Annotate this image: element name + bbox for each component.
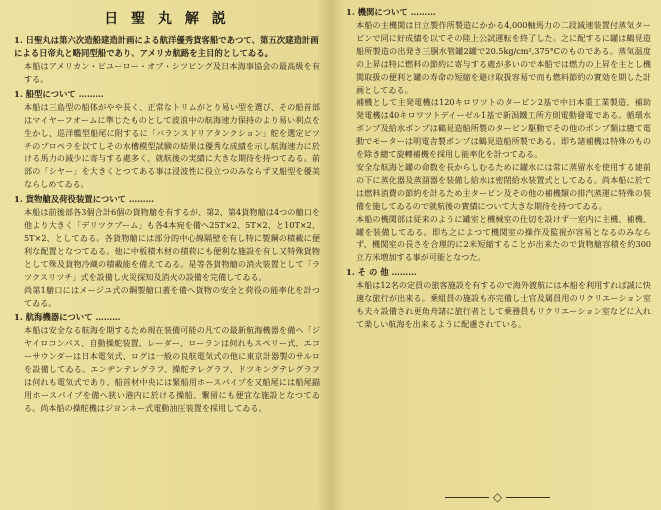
right-page bbox=[334, 0, 661, 510]
section-paragraph: 尚第1艙口にはメージユ式の鋼製艙口蓋を備へ貨物の安全と荷役の能率化を計つてゐる。 bbox=[24, 284, 320, 308]
section-paragraph: 本船は安全なる航海を期するため現在装備可能の凡ての最新航海機器を備へ「ジヤイロコンパス、自動操舵装置、レーダー、ローランは何れもスペリー式、エコーサウンダーは日本電気式、ログは一般の良航電気式の他に東京計器製のサルロを設備してゐる。エンヂンテレグラフ、操舵テレグラフ、ドツキングテレグラフは何れも電気式であり、船首材中央には緊船用ホースパイプを又船尾には船尾錨用ホースパイプを備へ狭い港内に於ける操船、繋留にも便宜な施設となつてゐる。尚本船の操舵機はジヨンネー式電動油圧装置を採用してゐる。 bbox=[24, 325, 320, 413]
section-heading: 1. 日聖丸は第六次造船建造計画による航洋優秀貨客船であつて、第五次建造計画による日帝丸と略同型船であり、アメリカ航路を主目的としてゐる。 bbox=[14, 35, 319, 58]
section-cargo bbox=[14, 193, 320, 309]
section-overview bbox=[14, 34, 320, 86]
ornament-line bbox=[445, 497, 489, 498]
section-engine bbox=[346, 6, 651, 264]
diamond-icon: ◇ bbox=[492, 490, 503, 504]
ornament-line bbox=[506, 497, 550, 498]
section-paragraph: 本船は前後部各3個合計6個の貨物艙を有するが、第2、第4貨物艙は4つの艙口を他より大きく「デリツクブーム」も各4本宛を備へ25T×2、5T×2、と10T×2、5T×2、としてゐる。各貨物艙には部分的中心線隔壁を有し特に製鋼の積載に便利な配置となつてゐる。他に中板積木材の積荷にも便利な施設を有し又特殊貨物として殊及貨物冷蔵の積載能を備えてゐる。是等各貨物艙の消火装置として「ラツクスリツチ」式を設備し火災探知及消火の設備を完備してゐる。 bbox=[24, 207, 320, 282]
left-page bbox=[0, 0, 328, 510]
page-title: 日 聖 丸 解 説 bbox=[104, 11, 230, 27]
section-paragraph: 安全な航海と罐の命数を長からしむるために罐水には常に蒸留水を使用する建前の下に蒸化器及蒸溜器を装備し給水は密閉給水装置式としてゐる。尚本船に於ては燃料消費の節約を計るため主タービン及その他の補機類の排汽蒸運に特殊の装備を施してゐるので就航後の實績について大きな期待を持つてゐる。 bbox=[356, 161, 651, 211]
section-paragraph: 本船の主機関は日立製作所製造にかかる4,000軸馬力の二段減速装置付蒸気タービンで同に好成績を以てその陸上公試運転を終了した。之に配するに罐は鶴見造船所製造の出発き三胴水管罐2罐で20.5kg/cm²,375°Cのものである。蒸気温度の上昇は特に燃料の節約に寄与する處が多いので本船では燃力の上昇を主とし機関取扱の便利と罐の寿命の短縮を避け取扱容易で而も燃料節約の實効を期した計画としてゐる。 bbox=[356, 20, 651, 95]
section-heading: 1. そ の 他 ……… bbox=[346, 267, 417, 278]
section-paragraph: 本船はアメリカン・ビユーロー・オブ・シツピング及日本海事協会の最高級を有する。 bbox=[24, 61, 320, 84]
section-heading: 1. 貨物艙及荷役装置について ……… bbox=[14, 194, 155, 205]
section-hull bbox=[14, 88, 320, 191]
section-paragraph: 補機として主発電機は120キロワツトのタービン2基で中日本重工業製造、補助発電機は40キロワツトデイーゼル1基で新潟鐵工所方則電動發電である。循環水ポンプ及給水ポンプは鶴見造船所製のタービン駆動でその他のポンプ類は總て電動でモーターは明電舎製ポンプは鶴見造船所製である。即ち諸補機は特殊のものを除き總て旋轉補機を採用し能率化を計つてゐる。 bbox=[356, 97, 651, 160]
section-other bbox=[346, 266, 651, 331]
section-paragraph: 本船は三島型の船体がやや長く、正常なトリムがとり易い型を選び、その船首部はマイヤーフオームに準じたものとして波浪中の航海速力保持のより易い利点を生かし、巡洋艦型船尾に附するに「バランスドリアタンクション」舵を選定ピツチのプロペラを以てしその水槽模型試験の結果は優秀な成績を示し航海速力に於ける馬力の減少に寄与する處多く、就航後の実績に大きな期待を持つてゐる。前部の「シヤー」を大きくとつてある事は浸波性に役立つのみならず又船型を優美ならしめてゐる。 bbox=[24, 101, 320, 190]
section-heading: 1. 船型について ……… bbox=[14, 88, 104, 99]
section-paragraph: 本船は12名の定員の旅客施設を有するので海外渡航には本船を利用すれば誠に快適な旅行が出来る。乗組員の施設も亦完備し士官及属員用のリクリエーション室も夫々設備され更角舟諸に旅行者として乗務員もリクリエーション室などに入れて楽しい航海を出来るように配慮されている。 bbox=[356, 280, 651, 329]
section-heading: 1. 機関について ……… bbox=[346, 7, 436, 17]
footer-ornament bbox=[334, 490, 661, 505]
section-heading: 1. 航海機器について ……… bbox=[14, 312, 121, 323]
section-paragraph: 本船の機関部は従来のように罐室と機械室の仕切を設けず一室内に主機、補機、罐を装備してゐる。即ち之によつて機関室の操作及監視が容易となるのみならず、機関室の長さを合理的に2米短縮することが出来たので貨物艙容積を約300立方米増加する事が可能となつた。 bbox=[356, 213, 651, 263]
section-navigation bbox=[14, 311, 320, 414]
